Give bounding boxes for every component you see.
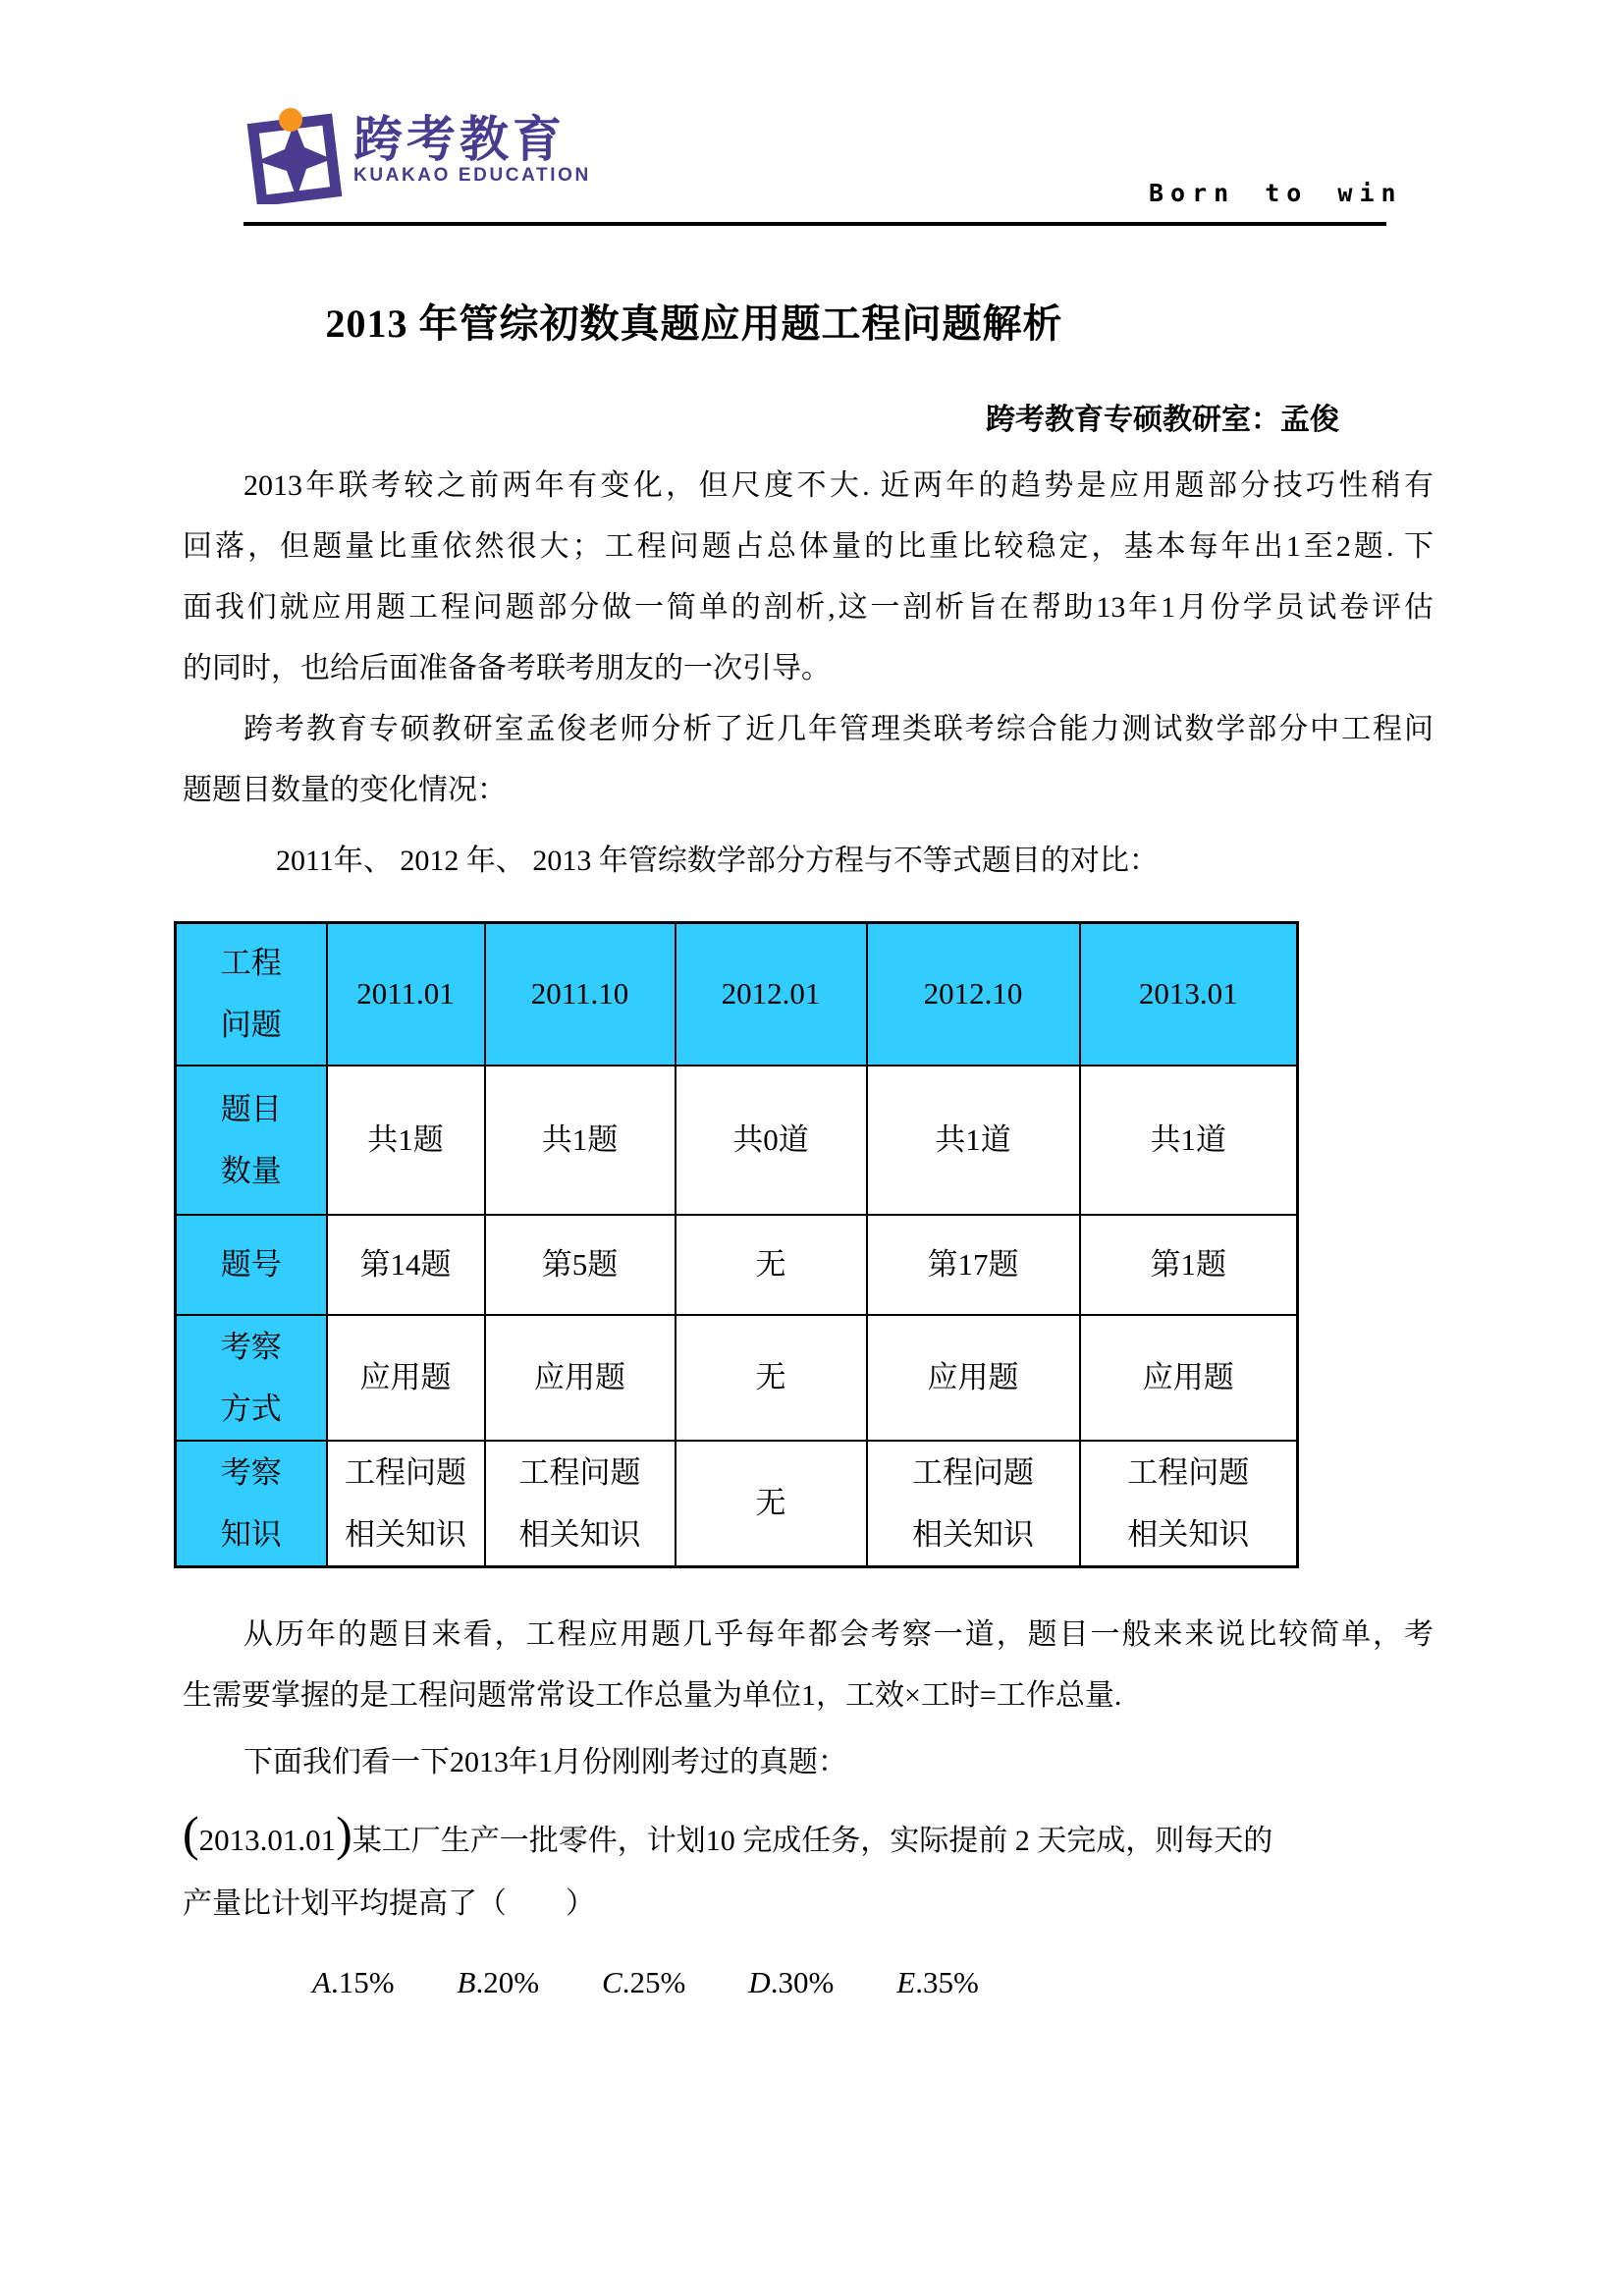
table-cell: 应用题 bbox=[485, 1315, 676, 1441]
table-cell: 第5题 bbox=[485, 1215, 676, 1315]
question-line-2 bbox=[183, 1874, 1434, 1935]
table-col-header: 2012.01 bbox=[676, 923, 867, 1066]
brand-logo-text bbox=[353, 106, 591, 187]
table-header-row bbox=[176, 923, 1298, 1066]
intro-paragraph bbox=[183, 456, 1434, 699]
corner-line: 工程 bbox=[220, 946, 282, 981]
table-cell: 工程问题 相关知识 bbox=[327, 1441, 485, 1567]
text-line: 回落，但题量比重依然很大；工程问题占总体量的比重比较稳定，基本每年出1至2题. 下 bbox=[183, 530, 1434, 563]
table-cell: 共0道 bbox=[676, 1066, 867, 1215]
table-cell: 共1道 bbox=[867, 1066, 1080, 1215]
brand-name-cn: 跨考教育 bbox=[353, 112, 566, 167]
corner-line: 问题 bbox=[220, 1008, 282, 1043]
table-col-header: 2012.10 bbox=[867, 923, 1080, 1066]
question-text: 某工厂生产一批零件，计划10 完成任务，实际提前 2 天完成，则每天的 bbox=[352, 1825, 1273, 1857]
table-col-header: 2011.01 bbox=[327, 923, 485, 1066]
table-cell: 工程问题 相关知识 bbox=[485, 1441, 676, 1567]
lead-in-line bbox=[183, 1732, 1434, 1793]
table-cell: 共1道 bbox=[1080, 1066, 1298, 1215]
question-line-1 bbox=[183, 1799, 1434, 1868]
table-cell: 工程问题 相关知识 bbox=[1080, 1441, 1298, 1567]
options-row bbox=[183, 1952, 1434, 2013]
table-col-header: 2013.01 bbox=[1080, 923, 1298, 1066]
page-title: 2013 年管综初数真题应用题工程问题解析 bbox=[325, 301, 1063, 346]
brand-logo bbox=[245, 106, 591, 204]
table-row bbox=[176, 1066, 1298, 1215]
table-cell: 第1题 bbox=[1080, 1215, 1298, 1315]
open-paren: ( bbox=[183, 1806, 199, 1861]
text-line: 下面我们看一下2013年1月份刚刚考过的真题： bbox=[243, 1746, 847, 1778]
table-row bbox=[176, 1315, 1298, 1441]
table-corner-cell bbox=[176, 923, 327, 1066]
table-cell: 第17题 bbox=[867, 1215, 1080, 1315]
analysis-paragraph bbox=[183, 699, 1434, 821]
row-label-cell: 考察 方式 bbox=[176, 1315, 327, 1441]
row-label-cell: 考察 知识 bbox=[176, 1441, 327, 1567]
option-c: C.25% bbox=[602, 1965, 686, 1999]
kuakao-star-logo-icon bbox=[245, 106, 344, 204]
summary-paragraph bbox=[183, 1605, 1434, 1726]
option-d: D.30% bbox=[748, 1965, 835, 1999]
table-cell: 无 bbox=[676, 1215, 867, 1315]
table-cell: 无 bbox=[676, 1315, 867, 1441]
table-row bbox=[176, 1215, 1298, 1315]
row-label-cell: 题目 数量 bbox=[176, 1066, 327, 1215]
table-cell: 应用题 bbox=[327, 1315, 485, 1441]
table-cell: 工程问题 相关知识 bbox=[867, 1441, 1080, 1567]
header-divider bbox=[243, 222, 1386, 226]
question-tag: 2013.01.01 bbox=[198, 1823, 337, 1857]
text-line: 的同时，也给后面准备备考联考朋友的一次引导。 bbox=[183, 652, 831, 684]
text-line: 2011年、 2012 年、 2013 年管综数学部分方程与不等式题目的对比： bbox=[276, 845, 1159, 877]
table-cell: 应用题 bbox=[1080, 1315, 1298, 1441]
text-line: 题题目数量的变化情况： bbox=[183, 774, 507, 806]
slogan-text: Born to win bbox=[1149, 179, 1403, 207]
close-paren: ) bbox=[336, 1806, 352, 1861]
text-line bbox=[183, 1799, 1434, 1868]
table-cell: 应用题 bbox=[867, 1315, 1080, 1441]
table-cell: 第14题 bbox=[327, 1215, 485, 1315]
table-row bbox=[176, 1441, 1298, 1567]
text-line: 跨考教育专硕教研室孟俊老师分析了近几年管理类联考综合能力测试数学部分中工程问 bbox=[243, 713, 1434, 745]
option-b: B.20% bbox=[457, 1965, 540, 1999]
text-line: 生需要掌握的是工程问题常常设工作总量为单位1，工效×工时=工作总量. bbox=[183, 1679, 1122, 1712]
option-e: E.35% bbox=[896, 1965, 979, 1999]
table-cell: 共1题 bbox=[485, 1066, 676, 1215]
table-col-header: 2011.10 bbox=[485, 923, 676, 1066]
option-a: A.15% bbox=[312, 1965, 395, 1999]
text-line: 2013年联考较之前两年有变化，但尺度不大. 近两年的趋势是应用题部分技巧性稍有 bbox=[243, 469, 1434, 502]
comparison-table bbox=[174, 921, 1299, 1568]
row-label-cell: 题号 bbox=[176, 1215, 327, 1315]
text-line: 产量比计划平均提高了（ ） bbox=[183, 1887, 595, 1920]
table-cell: 无 bbox=[676, 1441, 867, 1567]
text-line: 面我们就应用题工程问题部分做一简单的剖析,这一剖析旨在帮助13年1月份学员试卷评估 bbox=[183, 591, 1434, 624]
table-cell: 共1题 bbox=[327, 1066, 485, 1215]
text-line: 从历年的题目来看，工程应用题几乎每年都会考察一道，题目一般来来说比较简单，考 bbox=[243, 1618, 1434, 1651]
brand-name-en: KUAKAO EDUCATION bbox=[353, 165, 591, 186]
byline: 跨考教育专硕教研室：孟俊 bbox=[986, 404, 1339, 436]
comparison-lead bbox=[183, 831, 1434, 892]
